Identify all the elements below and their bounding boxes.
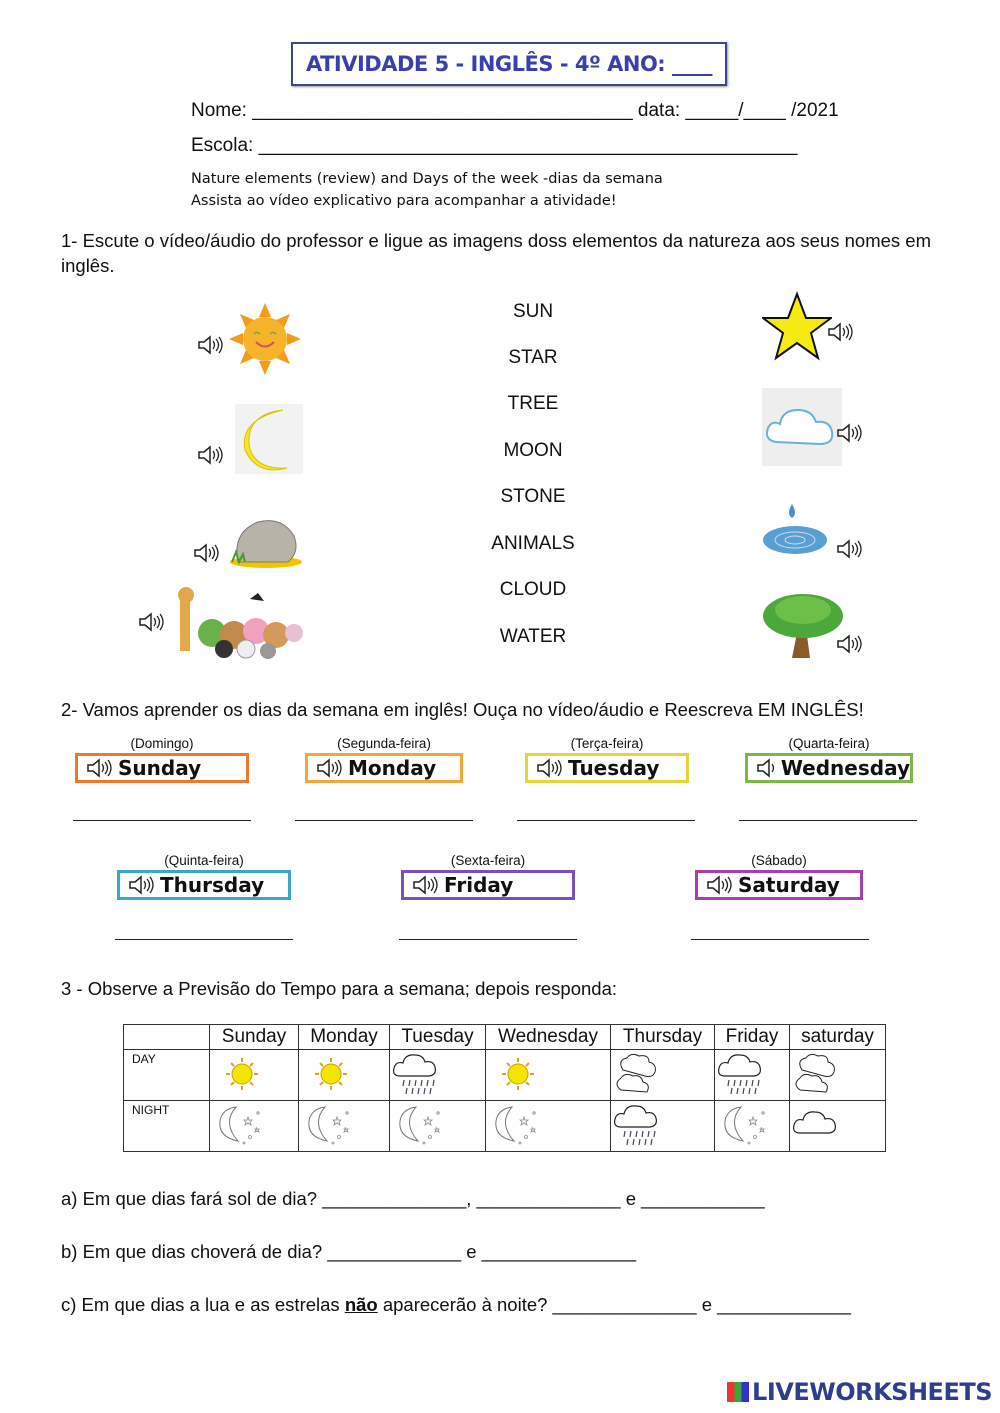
weather-table (123, 1024, 886, 1152)
animals-image[interactable] (172, 585, 304, 660)
rain-icon (390, 1050, 460, 1100)
subtitle: Nature elements (review) and Days of the week -dias da semana (191, 171, 663, 187)
moon-stars-icon (210, 1101, 280, 1151)
stone-image[interactable] (224, 508, 304, 568)
column-header: Friday (715, 1025, 790, 1050)
moon-stars-icon (486, 1101, 556, 1151)
weather-cell (390, 1101, 486, 1152)
day-name: Thursday (160, 873, 265, 897)
day-card-thursday[interactable] (117, 870, 291, 900)
speaker-icon[interactable] (836, 539, 862, 559)
word-sun[interactable]: SUN (512, 301, 554, 322)
column-header: saturday (790, 1025, 886, 1050)
question-3b[interactable]: b) Em que dias choverá de dia? _____________ e _______________ (61, 1241, 637, 1262)
weather-cell (299, 1101, 390, 1152)
q3c-pre: c) Em que dias a lua e as estrelas (61, 1294, 345, 1315)
weather-cell (715, 1050, 790, 1101)
moon-stars-icon (299, 1101, 369, 1151)
weather-cell (390, 1050, 486, 1101)
logo-icon (727, 1382, 749, 1402)
rain-icon (611, 1101, 681, 1151)
wind-cloud-icon (790, 1101, 860, 1151)
word-star[interactable]: STAR (508, 347, 558, 368)
day-card-monday[interactable] (305, 753, 463, 783)
school-line[interactable]: Escola: ___________________________________________________ (191, 135, 798, 156)
q3c-bold: não (344, 1294, 378, 1315)
water-image[interactable] (762, 500, 828, 556)
table-corner (124, 1025, 210, 1050)
title-box (291, 42, 727, 86)
day-name: Saturday (738, 873, 840, 897)
word-tree[interactable]: TREE (507, 393, 559, 414)
answer-blank[interactable] (691, 939, 869, 940)
moon-stars-icon (390, 1101, 460, 1151)
column-header: Monday (299, 1025, 390, 1050)
column-header: Sunday (210, 1025, 299, 1050)
speaker-icon[interactable] (316, 758, 342, 778)
clouds-icon (790, 1050, 860, 1100)
speaker-icon[interactable] (193, 543, 219, 563)
word-cloud[interactable]: CLOUD (499, 579, 567, 600)
question-1: 1- Escute o vídeo/áudio do professor e ligue as imagens doss elementos da natureza aos seus nomes em inglês. (61, 230, 932, 276)
answer-blank[interactable] (73, 820, 251, 821)
speaker-icon[interactable] (86, 758, 112, 778)
word-moon[interactable]: MOON (503, 440, 563, 461)
speaker-icon[interactable] (836, 423, 862, 443)
speaker-icon[interactable] (706, 875, 732, 895)
speaker-icon[interactable] (836, 634, 862, 654)
answer-blank[interactable] (517, 820, 695, 821)
sun-icon (299, 1050, 369, 1100)
tree-image[interactable] (762, 588, 844, 660)
speaker-icon[interactable] (827, 322, 853, 342)
day-card-saturday[interactable] (695, 870, 863, 900)
q3c-post: aparecerão à noite? ______________ e _____________ (377, 1294, 851, 1315)
day-name: Friday (444, 873, 514, 897)
row-label-day: DAY (124, 1050, 210, 1101)
answer-blank[interactable] (295, 820, 473, 821)
worksheet-title: ATIVIDADE 5 - INGLÊS - 4º ANO: ____ (305, 52, 713, 76)
column-header: Thursday (611, 1025, 715, 1050)
weather-cell (715, 1101, 790, 1152)
day-portuguese-label: (Sexta-feira) (450, 853, 526, 868)
day-name: Wednesday (780, 756, 910, 780)
cloud-image[interactable] (762, 388, 842, 466)
clouds-icon (611, 1050, 681, 1100)
speaker-icon[interactable] (197, 335, 223, 355)
speaker-icon[interactable] (536, 758, 562, 778)
speaker-icon[interactable] (412, 875, 438, 895)
day-portuguese-label: (Domingo) (130, 736, 194, 751)
speaker-icon[interactable] (197, 445, 223, 465)
question-3c[interactable] (61, 1294, 851, 1316)
sun-icon (210, 1050, 280, 1100)
sun-icon (486, 1050, 556, 1100)
weather-cell (210, 1101, 299, 1152)
instructions: Assista ao vídeo explicativo para acompanhar a atividade! (191, 193, 617, 209)
weather-cell (210, 1050, 299, 1101)
word-water[interactable]: WATER (499, 626, 567, 647)
answer-blank[interactable] (115, 939, 293, 940)
day-card-tuesday[interactable] (525, 753, 689, 783)
day-card-sunday[interactable] (75, 753, 249, 783)
day-portuguese-label: (Segunda-feira) (337, 736, 431, 751)
star-image[interactable] (762, 291, 832, 361)
question-3: 3 - Observe a Previsão do Tempo para a semana; depois responda: (61, 978, 618, 999)
day-card-wednesday[interactable] (745, 753, 913, 783)
word-stone[interactable]: STONE (500, 486, 566, 507)
day-portuguese-label: (Quinta-feira) (164, 853, 244, 868)
column-header: Tuesday (390, 1025, 486, 1050)
weather-cell (611, 1050, 715, 1101)
weather-cell (611, 1101, 715, 1152)
day-portuguese-label: (Quarta-feira) (788, 736, 870, 751)
moon-stars-icon (715, 1101, 785, 1151)
moon-image[interactable] (235, 404, 303, 474)
day-portuguese-label: (Sábado) (751, 853, 807, 868)
speaker-icon[interactable] (138, 612, 164, 632)
answer-blank[interactable] (399, 939, 577, 940)
name-date-line[interactable]: Nome: ____________________________________ data: _____/____ /2021 (191, 100, 839, 121)
row-label-night: NIGHT (124, 1101, 210, 1152)
column-header: Wednesday (486, 1025, 611, 1050)
weather-cell (486, 1050, 611, 1101)
day-card-friday[interactable] (401, 870, 575, 900)
question-3a[interactable]: a) Em que dias fará sol de dia? ______________, ______________ e ____________ (61, 1188, 765, 1209)
sun-image[interactable] (228, 303, 302, 375)
answer-blank[interactable] (739, 820, 917, 821)
liveworksheets-logo (727, 1378, 992, 1406)
weather-cell (299, 1050, 390, 1101)
logo-text: LIVEWORKSHEETS (752, 1378, 992, 1406)
speaker-icon[interactable] (756, 758, 775, 778)
word-animals[interactable]: ANIMALS (491, 533, 575, 554)
speaker-icon[interactable] (128, 875, 154, 895)
question-2: 2- Vamos aprender os dias da semana em inglês! Ouça no vídeo/áudio e Reescreva EM INGLÊS! (61, 699, 864, 720)
day-name: Monday (348, 756, 437, 780)
day-name: Tuesday (568, 756, 660, 780)
weather-cell (790, 1050, 886, 1101)
rain-icon (715, 1050, 785, 1100)
day-name: Sunday (118, 756, 202, 780)
weather-cell (486, 1101, 611, 1152)
weather-cell (790, 1101, 886, 1152)
day-portuguese-label: (Terça-feira) (570, 736, 644, 751)
